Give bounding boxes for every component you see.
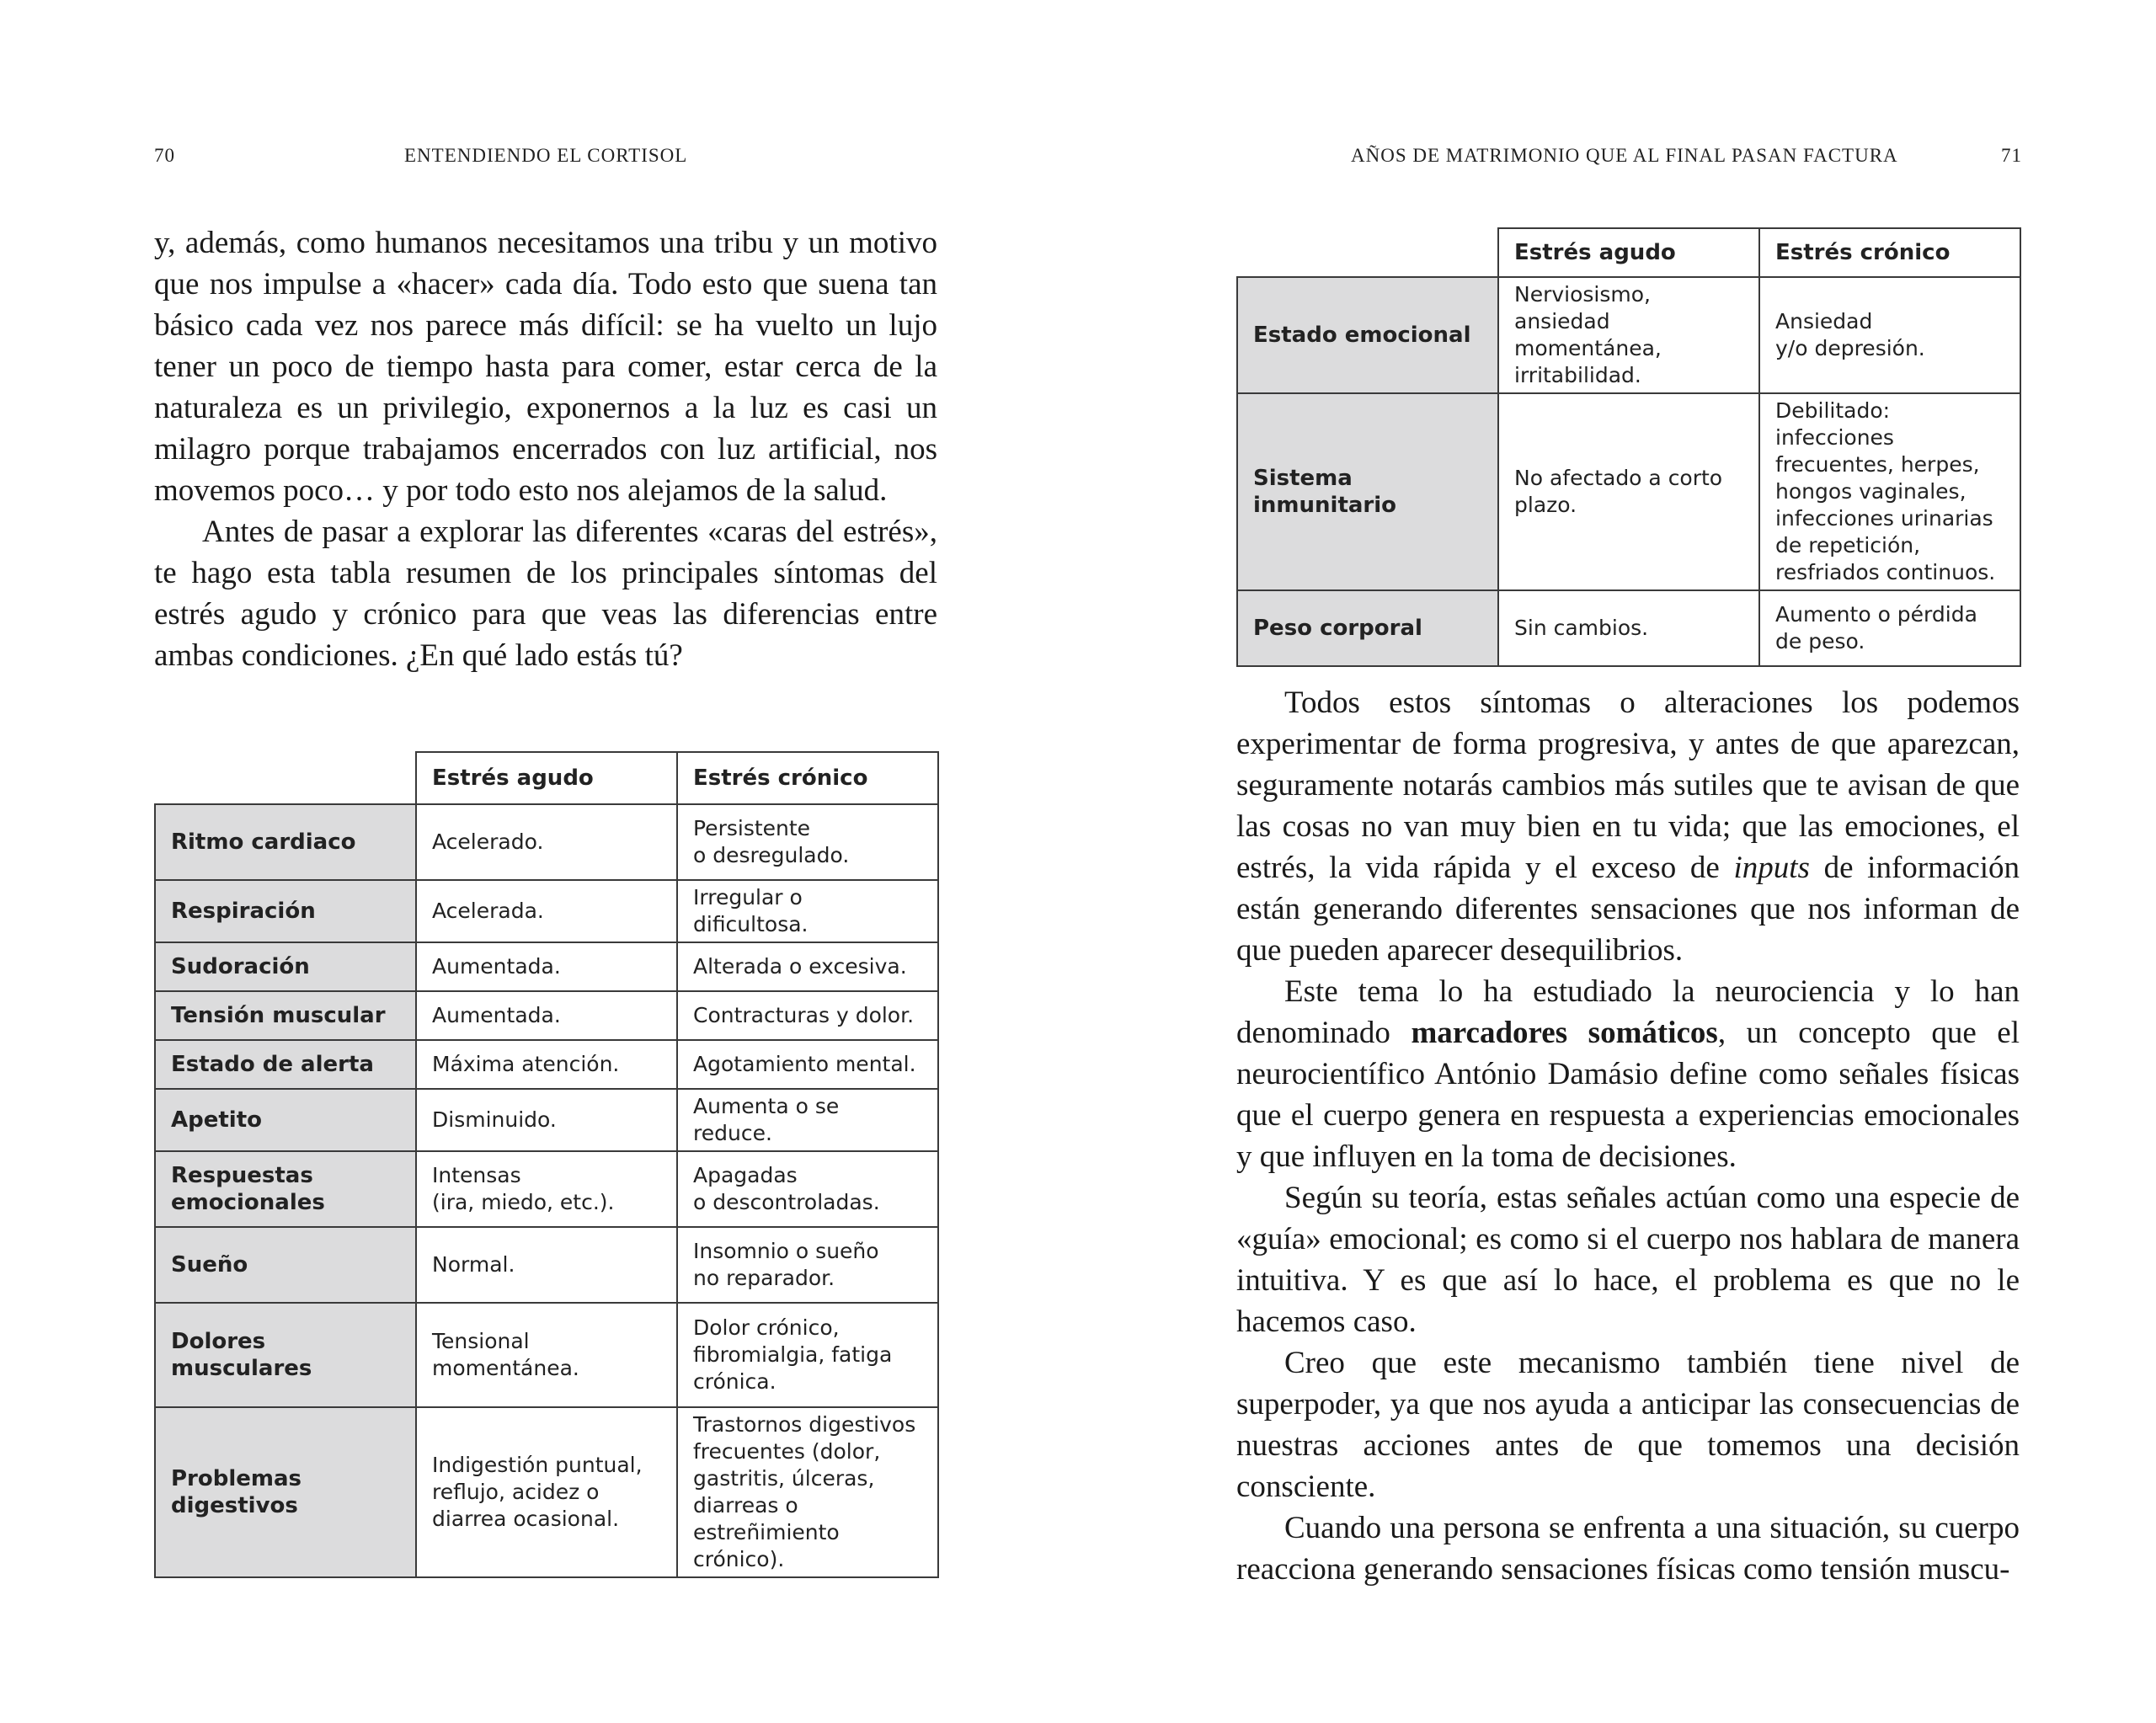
- chronic-cell: Apagadas o descontroladas.: [677, 1151, 938, 1227]
- symptoms-table-continued: [1236, 227, 2021, 667]
- row-label: Respiración: [155, 880, 416, 942]
- chronic-cell: Aumenta o se reduce.: [677, 1089, 938, 1151]
- acute-cell: Acelerado.: [416, 804, 677, 880]
- table-corner: [155, 752, 416, 804]
- table-row: [155, 804, 938, 880]
- chronic-cell: Agotamiento mental.: [677, 1040, 938, 1089]
- table-row: [155, 1227, 938, 1303]
- column-header: Estrés agudo: [416, 752, 677, 804]
- acute-cell: Intensas (ira, miedo, etc.).: [416, 1151, 677, 1227]
- acute-cell: Disminuido.: [416, 1089, 677, 1151]
- table-corner: [1237, 228, 1498, 277]
- acute-cell: Acelerada.: [416, 880, 677, 942]
- chronic-cell: Insomnio o sueño no reparador.: [677, 1227, 938, 1303]
- table-row: [155, 880, 938, 942]
- table-row: [155, 1151, 938, 1227]
- paragraph-text: Este tema lo ha estudiado la neurociencia y lo han denominado: [1236, 974, 2020, 1050]
- table-row: [155, 942, 938, 991]
- paragraph: y, además, como humanos necesitamos una tribu y un motivo que nos impulse a «hacer» cada día. Todo esto que suena tan básico cada vez nos parece más difícil: se ha vuelto un lujo tener un poco de tiempo hasta para comer, estar cerca de la naturaleza es un privilegio, exponernos a la luz es casi un milagro porque trabajamos encerrados con luz artificial, nos movemos poco… y por todo esto nos alejamos de la salud.: [154, 226, 937, 508]
- acute-cell: Aumentada.: [416, 942, 677, 991]
- row-label: Sudoración: [155, 942, 416, 991]
- body-text: [1236, 682, 2020, 1590]
- body-text: [154, 222, 937, 676]
- table-row: [155, 1303, 938, 1407]
- column-header: Estrés crónico: [1759, 228, 2020, 277]
- right-page: [1078, 0, 2156, 1723]
- page-number: 70: [154, 145, 175, 166]
- row-label: Peso corporal: [1237, 590, 1498, 666]
- table-row: [155, 1040, 938, 1089]
- table-row: [1237, 393, 2020, 590]
- table-row: [155, 1407, 938, 1577]
- row-label: Respuestas emocionales: [155, 1151, 416, 1227]
- row-label: Sueño: [155, 1227, 416, 1303]
- paragraph: Según su teoría, estas señales actúan como una especie de «guía» emocional; es como si el cuerpo nos hablara de manera intuitiva. Y es que así lo hace, el problema es que no le hacemos caso.: [1236, 1181, 2020, 1339]
- table-row: [155, 991, 938, 1040]
- acute-cell: Tensional momentánea.: [416, 1303, 677, 1407]
- column-header: Estrés crónico: [677, 752, 938, 804]
- paragraph: Cuando una persona se enfrenta a una situación, su cuerpo reacciona generando sensaciones físicas como tensión muscu-: [1236, 1511, 2020, 1587]
- chronic-cell: Dolor crónico, fibromialgia, fatiga crónica.: [677, 1303, 938, 1407]
- chronic-cell: Contracturas y dolor.: [677, 991, 938, 1040]
- acute-cell: Máxima atención.: [416, 1040, 677, 1089]
- table-row: [1237, 277, 2020, 393]
- chronic-cell: Alterada o excesiva.: [677, 942, 938, 991]
- chronic-cell: Trastornos digestivos frecuentes (dolor, gastritis, úlceras, diarreas o estreñimiento crónico).: [677, 1407, 938, 1577]
- running-head: ENTENDIENDO EL CORTISOL: [404, 145, 688, 166]
- acute-cell: No afectado a corto plazo.: [1498, 393, 1759, 590]
- symptoms-table: [154, 751, 939, 1578]
- row-label: Estado emocional: [1237, 277, 1498, 393]
- page-number: 71: [2001, 145, 2022, 166]
- table-row: [155, 1089, 938, 1151]
- row-label: Sistema inmunitario: [1237, 393, 1498, 590]
- acute-cell: Nerviosismo, ansiedad momentánea, irritabilidad.: [1498, 277, 1759, 393]
- column-header: Estrés agudo: [1498, 228, 1759, 277]
- running-head: AÑOS DE MATRIMONIO QUE AL FINAL PASAN FACTURA: [1351, 145, 1898, 166]
- chronic-cell: Irregular o dificultosa.: [677, 880, 938, 942]
- chronic-cell: Persistente o desregulado.: [677, 804, 938, 880]
- row-label: Dolores musculares: [155, 1303, 416, 1407]
- acute-cell: Indigestión puntual, reflujo, acidez o diarrea ocasional.: [416, 1407, 677, 1577]
- table-header-row: [155, 752, 938, 804]
- paragraph: Antes de pasar a explorar las diferentes «caras del estrés», te hago esta tabla resumen de los principales síntomas del estrés agudo y crónico para que veas las diferencias entre ambas condiciones. ¿En qué lado estás tú?: [154, 515, 937, 673]
- paragraph: [1236, 682, 2020, 971]
- paragraph-text: , un concepto que el neurocientífico António Damásio define como señales físicas que el cuerpo genera en respuesta a experiencias emocionales y que influyen en la toma de decisiones.: [1236, 1016, 2020, 1174]
- acute-cell: Aumentada.: [416, 991, 677, 1040]
- paragraph: Creo que este mecanismo también tiene nivel de superpoder, ya que nos ayuda a anticipar las consecuencias de nuestras acciones antes de que tomemos una decisión consciente.: [1236, 1346, 2020, 1504]
- acute-cell: Normal.: [416, 1227, 677, 1303]
- chronic-cell: Ansiedad y/o depresión.: [1759, 277, 2020, 393]
- emphasis: inputs: [1733, 851, 1810, 885]
- paragraph-text: Todos estos síntomas o alteraciones los podemos experimentar de forma progresiva, y antes de que aparezcan, seguramente notarás cambios más sutiles que te avisan de que las cosas no van muy bien en tu vida; que las emociones, el estrés, la vida rápida y el exceso de: [1236, 685, 2020, 885]
- table-row: [1237, 590, 2020, 666]
- row-label: Problemas digestivos: [155, 1407, 416, 1577]
- row-label: Tensión muscular: [155, 991, 416, 1040]
- chronic-cell: Debilitado: infecciones frecuentes, herpes, hongos vaginales, infecciones urinarias de repetición, resfriados continuos.: [1759, 393, 2020, 590]
- paragraph: [1236, 971, 2020, 1177]
- bold-term: marcadores somáticos: [1411, 1016, 1718, 1050]
- paragraph-text: de información están generando diferentes sensaciones que nos informan de que pueden aparecer desequilibrios.: [1236, 851, 2020, 968]
- row-label: Ritmo cardiaco: [155, 804, 416, 880]
- table-header-row: [1237, 228, 2020, 277]
- acute-cell: Sin cambios.: [1498, 590, 1759, 666]
- row-label: Estado de alerta: [155, 1040, 416, 1089]
- chronic-cell: Aumento o pérdida de peso.: [1759, 590, 2020, 666]
- row-label: Apetito: [155, 1089, 416, 1151]
